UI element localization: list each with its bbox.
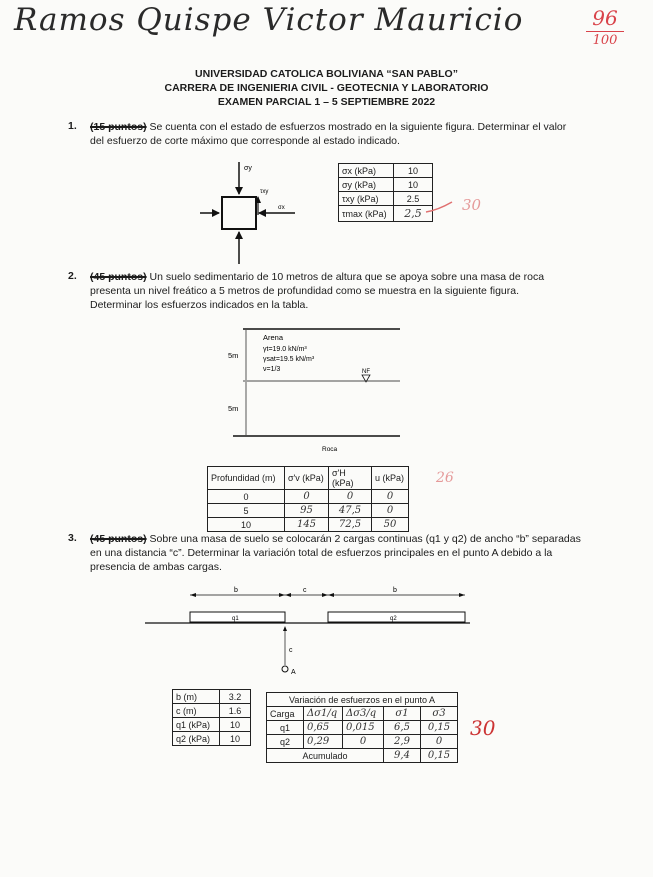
col-header: σ'v (kPa): [285, 467, 329, 490]
header-exam: EXAMEN PARCIAL 1 – 5 SEPTIEMBRE 2022: [217, 96, 436, 108]
student-name: Ramos Quispe Victor Mauricio: [14, 2, 524, 38]
poisson-label: ν=1/3: [263, 366, 281, 373]
u-cell: 50: [372, 518, 409, 532]
q1-statement: [90, 120, 610, 148]
sv-cell: 95: [285, 504, 329, 518]
sigma-y-label: σy: [244, 165, 252, 172]
col-header: Carga: [267, 707, 304, 721]
col-header: Δσ1/q: [304, 707, 343, 721]
dim-b2-label: b: [393, 587, 397, 594]
sigma1-cell: 2,9: [384, 735, 421, 749]
param-label: q1 (kPa): [173, 718, 220, 732]
point-a: [282, 666, 288, 672]
accumulated-label: Acumulado: [267, 749, 384, 763]
param-value: 3.2: [220, 690, 251, 704]
q3-variation-table: [266, 692, 458, 763]
grade-mark: [580, 6, 630, 48]
rock-label: Roca: [322, 446, 338, 453]
q3-points: (45 puntos): [90, 533, 147, 545]
layer-name: Arena: [263, 333, 284, 342]
u-cell: 0: [372, 490, 409, 504]
q1-check-mark: [424, 200, 454, 216]
param-label: b (m): [173, 690, 220, 704]
grade-divider: [586, 31, 624, 32]
q3-text-line3: presencia de ambas cargas.: [90, 561, 222, 573]
accumulated-sigma1: 9,4: [384, 749, 421, 763]
param-value: 10: [220, 718, 251, 732]
height-upper-label: 5m: [228, 351, 239, 360]
q3-mark: 30: [470, 716, 496, 740]
table-row: [208, 490, 409, 504]
table-row: [339, 206, 433, 222]
sv-cell: 145: [285, 518, 329, 532]
table-row: [208, 518, 409, 532]
q2-text-line1: Un suelo sedimentario de 10 metros de altura que se apoya sobre una masa de roca: [146, 271, 545, 283]
q3-loads-figure: [140, 585, 480, 680]
table-row: [267, 749, 458, 763]
header-university: UNIVERSIDAD CATOLICA BOLIVIANA “SAN PABLO”: [195, 68, 458, 80]
q1-row-label: τxy (kPa): [339, 192, 394, 206]
table-title-row: [267, 693, 458, 707]
col-header: σ1: [384, 707, 421, 721]
table-row: [173, 732, 251, 746]
element-square: [222, 197, 256, 229]
load-name-cell: q2: [267, 735, 304, 749]
sh-cell: 72,5: [329, 518, 372, 532]
table-row: [267, 721, 458, 735]
q2-number: 2.: [68, 270, 77, 282]
unit-weight-label: γt=19.0 kN/m³: [263, 346, 307, 353]
q3-text-line2: en una distancia “c”. Determinar la variación total de esfuerzos principales en el punto A debido a la: [90, 547, 553, 559]
table-row: [173, 718, 251, 732]
col-header: Δσ3/q: [343, 707, 384, 721]
q2-soil-profile: [218, 320, 408, 455]
q3-number: 3.: [68, 532, 77, 544]
load-name-cell: q1: [267, 721, 304, 735]
sh-cell: 47,5: [329, 504, 372, 518]
table-header-row: [208, 467, 409, 490]
param-value: 1.6: [220, 704, 251, 718]
grade-score: 96: [592, 6, 618, 30]
q1-stress-table: [338, 163, 433, 222]
q1-row-value: 10: [394, 178, 433, 192]
q2-text-line3: Determinar los esfuerzos indicados en la tabla.: [90, 299, 309, 311]
sigma-x-label: σx: [278, 205, 285, 211]
dim-c-label: c: [303, 587, 307, 594]
sh-cell: 0: [329, 490, 372, 504]
q1-row-label: σy (kPa): [339, 178, 394, 192]
u-cell: 0: [372, 504, 409, 518]
accumulated-sigma3: 0,15: [421, 749, 458, 763]
header-career: CARRERA DE INGENIERIA CIVIL - GEOTECNIA Y LABORATORIO: [164, 82, 489, 94]
table-row: [173, 704, 251, 718]
q1-row-label: σx (kPa): [339, 164, 394, 178]
param-label: c (m): [173, 704, 220, 718]
tau-xy-label: τxy: [260, 189, 269, 195]
param-value: 10: [220, 732, 251, 746]
grade-total: 100: [592, 33, 618, 48]
q1-row-value: 10: [394, 164, 433, 178]
q2-mark: 26: [436, 470, 454, 486]
q2-stress-table: [207, 466, 409, 532]
q2-points: (45 puntos): [90, 271, 147, 283]
q1-number: 1.: [68, 120, 77, 132]
depth-cell: 10: [208, 518, 285, 532]
height-lower-label: 5m: [228, 404, 239, 413]
sigma1-cell: 6,5: [384, 721, 421, 735]
sv-cell: 0: [285, 490, 329, 504]
param-label: q2 (kPa): [173, 732, 220, 746]
ratio1-cell: 0,29: [304, 735, 343, 749]
dim-b1-label: b: [234, 587, 238, 594]
q2-statement: [90, 270, 590, 312]
load-q2-label: q2: [390, 616, 397, 622]
saturated-weight-label: γsat=19.5 kN/m³: [263, 356, 315, 363]
ratio3-cell: 0,015: [343, 721, 384, 735]
table-header-row: [267, 707, 458, 721]
col-header: Profundidad (m): [208, 467, 285, 490]
q1-answer-value: 2,5: [394, 206, 433, 222]
variation-title: Variación de esfuerzos en el punto A: [267, 693, 458, 707]
nf-label: NF: [362, 369, 370, 375]
table-row: [208, 504, 409, 518]
depth-cell: 5: [208, 504, 285, 518]
table-row: [173, 690, 251, 704]
ratio1-cell: 0,65: [304, 721, 343, 735]
depth-c-label: c: [289, 647, 293, 654]
q3-statement: [90, 532, 610, 574]
depth-cell: 0: [208, 490, 285, 504]
q1-row-value: 2.5: [394, 192, 433, 206]
col-header: σ'H (kPa): [329, 467, 372, 490]
table-row: [339, 192, 433, 206]
q1-points: (15 puntos): [90, 121, 147, 133]
col-header: σ3: [421, 707, 458, 721]
ratio3-cell: 0: [343, 735, 384, 749]
point-a-label: A: [291, 669, 296, 676]
sigma3-cell: 0,15: [421, 721, 458, 735]
table-row: [339, 178, 433, 192]
q1-text-line1: Se cuenta con el estado de esfuerzos mostrado en la siguiente figura. Determinar el valor: [146, 121, 567, 133]
col-header: u (kPa): [372, 467, 409, 490]
load-q1-label: q1: [232, 616, 239, 622]
q1-text-line2: del esfuerzo de corte máximo que corresponde al estado indicado.: [90, 135, 400, 147]
sigma3-cell: 0: [421, 735, 458, 749]
q1-mark: 30: [462, 196, 482, 214]
table-row: [339, 164, 433, 178]
q3-text-line1: Sobre una masa de suelo se colocarán 2 cargas continuas (q1 y q2) de ancho “b” separadas: [146, 533, 581, 545]
q3-params-table: [172, 689, 251, 746]
q1-stress-figure: [200, 160, 320, 270]
q1-row-label: τmax (kPa): [339, 206, 394, 222]
q2-text-line2: presenta un nivel freático a 5 metros de profundidad como se muestra en la siguiente figura.: [90, 285, 519, 297]
table-row: [267, 735, 458, 749]
